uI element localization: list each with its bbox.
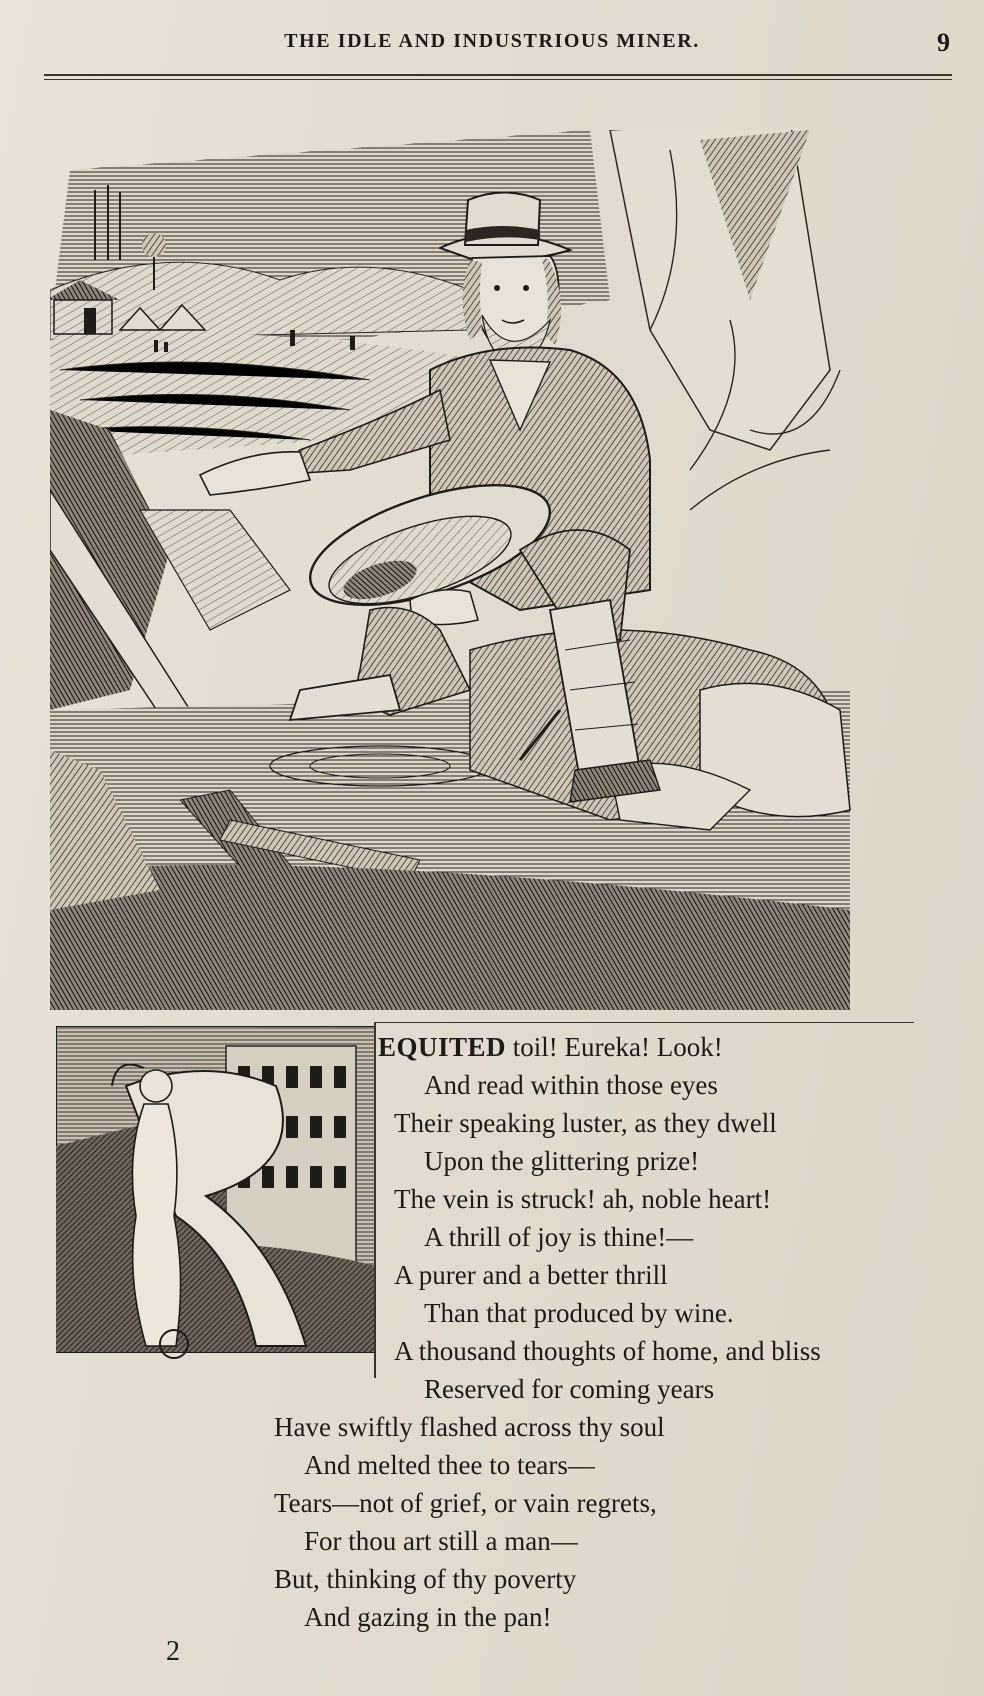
allegorical-figure-initial-r-engraving xyxy=(56,1026,376,1376)
poem-line: Reserved for coming years xyxy=(424,1374,715,1404)
poem-line-1 xyxy=(378,1030,723,1064)
poem-line: Their speaking luster, as they dwell xyxy=(394,1108,777,1138)
poem-line: A purer and a better thrill xyxy=(394,1260,668,1290)
header-rule-bottom xyxy=(44,79,952,80)
poem-line-1-rest: toil! Eureka! Look! xyxy=(506,1032,723,1062)
poem-line: Have swiftly flashed across thy soul xyxy=(274,1412,665,1442)
poem-line: A thousand thoughts of home, and bliss xyxy=(394,1336,821,1366)
inset-divider xyxy=(374,1022,376,1378)
poem-line: Upon the glittering prize! xyxy=(424,1146,700,1176)
poem-line: Than that produced by wine. xyxy=(424,1298,734,1328)
miner-panning-gold-engraving xyxy=(50,130,910,1010)
poem-line: For thou art still a man— xyxy=(304,1526,578,1556)
poem-line: Tears—not of grief, or vain regrets, xyxy=(274,1488,657,1518)
signature-mark: 2 xyxy=(166,1636,180,1667)
poem-line: The vein is struck! ah, noble heart! xyxy=(394,1184,772,1214)
header-rule-top xyxy=(44,74,952,76)
poem-line: A thrill of joy is thine!— xyxy=(424,1222,694,1252)
poem-line: But, thinking of thy poverty xyxy=(274,1564,577,1594)
drop-cap-word: EQUITED xyxy=(378,1032,507,1062)
running-head: THE IDLE AND INDUSTRIOUS MINER. xyxy=(284,30,700,52)
verse-top-rule xyxy=(376,1022,914,1023)
poem-line: And gazing in the pan! xyxy=(304,1602,552,1632)
page-number: 9 xyxy=(937,28,950,57)
poem-line: And read within those eyes xyxy=(424,1070,718,1100)
poem-line: And melted thee to tears— xyxy=(304,1450,595,1480)
